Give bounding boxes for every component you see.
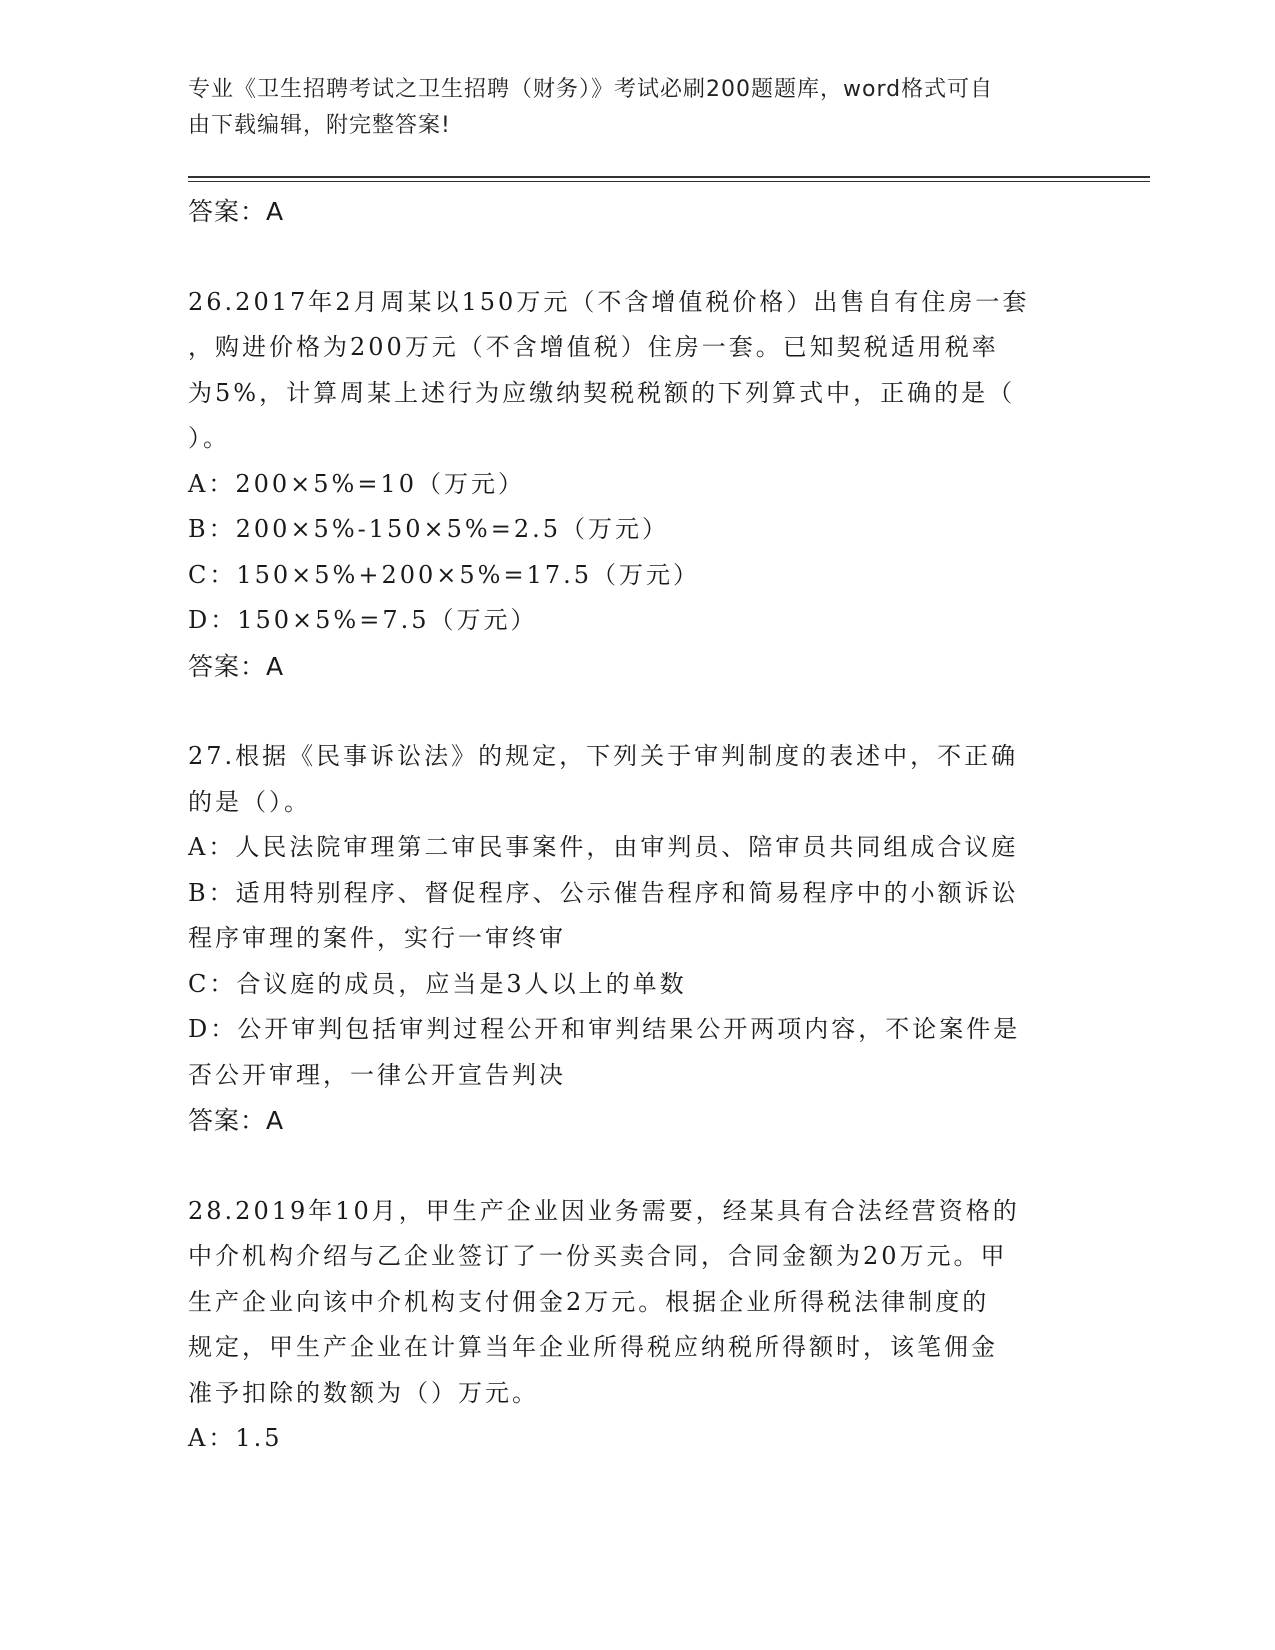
option-c: C：150×5%+200×5%=17.5（万元） bbox=[188, 560, 701, 589]
option-a: A：1.5 bbox=[188, 1424, 283, 1452]
question-text-line: 生产企业向该中介机构支付佣金2万元。根据企业所得税法律制度的 bbox=[188, 1287, 990, 1316]
question-text-line: 中介机构介绍与乙企业签订了一份买卖合同，合同金额为20万元。甲 bbox=[188, 1242, 1008, 1270]
option-a: A：200×5%=10（万元） bbox=[188, 469, 525, 498]
question-28 bbox=[188, 1189, 1088, 1462]
question-text-line: 的是（）。 bbox=[188, 787, 311, 816]
option-d: D：150×5%=7.5（万元） bbox=[188, 606, 538, 634]
spacer bbox=[188, 235, 1088, 280]
answer-label: 答案：A bbox=[188, 1106, 285, 1135]
answer-label: 答案：A bbox=[188, 651, 285, 681]
question-27 bbox=[188, 734, 1088, 1144]
document-header bbox=[188, 72, 1068, 144]
spacer bbox=[188, 689, 1088, 734]
header-line-2: 由下载编辑，附完整答案! bbox=[188, 113, 451, 138]
option-b-continued: 程序审理的案件，实行一审终审 bbox=[188, 924, 566, 952]
option-b: B：200×5%-150×5%=2.5（万元） bbox=[188, 515, 670, 543]
option-d: D：公开审判包括审判过程公开和审判结果公开两项内容，不论案件是 bbox=[188, 1015, 1021, 1043]
question-26 bbox=[188, 280, 1088, 690]
document-body bbox=[188, 189, 1088, 1462]
option-d-continued: 否公开审理，一律公开宣告判决 bbox=[188, 1060, 566, 1089]
question-text-line: 为5%，计算周某上述行为应缴纳契税税额的下列算式中，正确的是（ bbox=[188, 378, 1016, 407]
question-text-line: ，购进价格为200万元（不含增值税）住房一套。已知契税适用税率 bbox=[188, 333, 999, 361]
header-rule-thick bbox=[188, 176, 1150, 178]
option-a: A：人民法院审理第二审民事案件，由审判员、陪审员共同组成合议庭 bbox=[188, 833, 1019, 861]
question-text-line: 准予扣除的数额为（）万元。 bbox=[188, 1378, 539, 1407]
option-b: B：适用特别程序、督促程序、公示催告程序和简易程序中的小额诉讼 bbox=[188, 878, 1019, 907]
question-text-line: 规定，甲生产企业在计算当年企业所得税应纳税所得额时，该笔佣金 bbox=[188, 1333, 998, 1361]
answer-label: 答案：A bbox=[188, 197, 285, 226]
question-text-line: ）。 bbox=[188, 424, 230, 452]
header-line-1: 专业《卫生招聘考试之卫生招聘（财务）》考试必刷200题题库，word格式可自 bbox=[188, 77, 994, 102]
question-text-line: 28.2019年10月，甲生产企业因业务需要，经某具有合法经营资格的 bbox=[188, 1196, 1020, 1225]
question-text-line: 26.2017年2月周某以150万元（不含增值税价格）出售自有住房一套 bbox=[188, 287, 1030, 316]
header-rule-thin bbox=[188, 181, 1150, 182]
question-text-line: 27.根据《民事诉讼法》的规定，下列关于审判制度的表述中，不正确 bbox=[188, 742, 1019, 770]
spacer bbox=[188, 1144, 1088, 1189]
option-c: C：合议庭的成员，应当是3人以上的单数 bbox=[188, 969, 687, 998]
